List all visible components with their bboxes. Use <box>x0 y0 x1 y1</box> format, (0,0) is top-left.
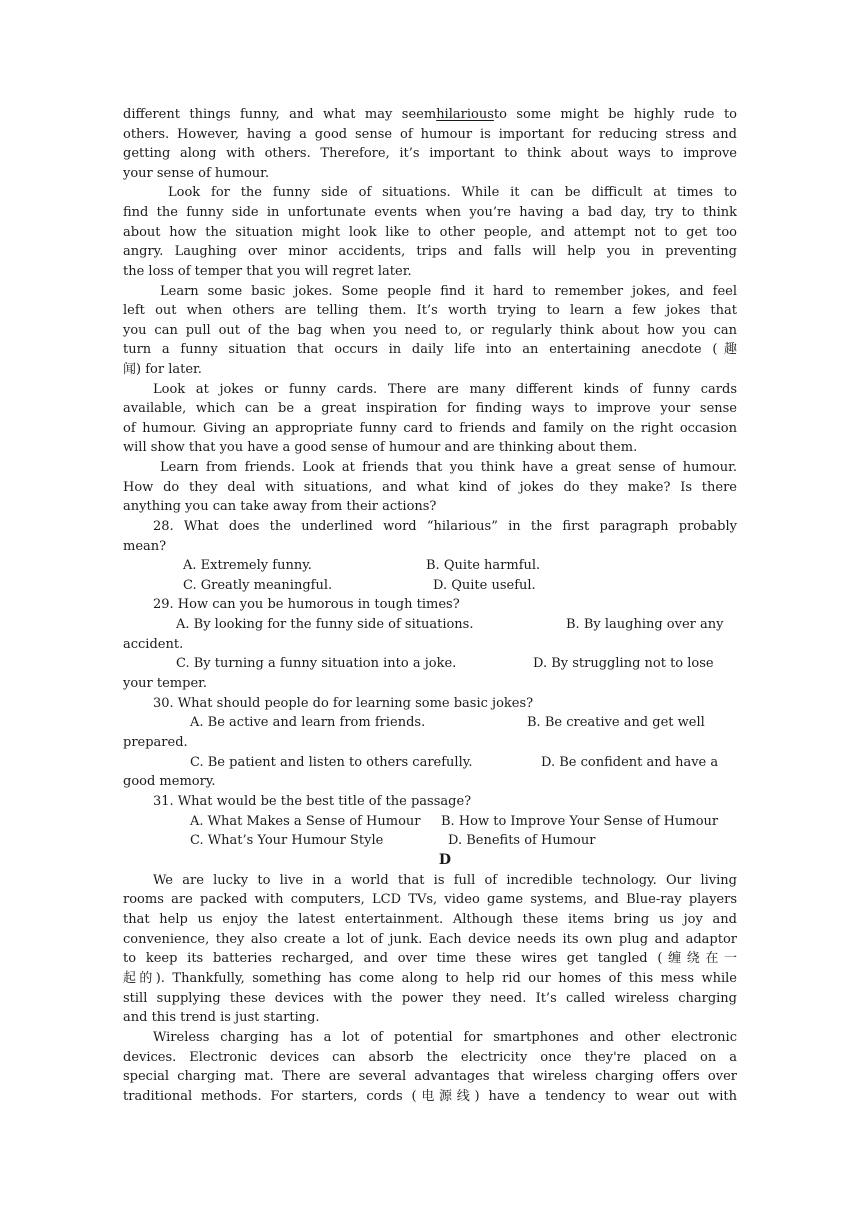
question-28-stem-cont: mean? <box>123 539 167 554</box>
question-28-stem: 28. What does the underlined word “hilarious” in the first paragraph probably <box>153 519 737 534</box>
q31-option-c: C. What’s Your Humour Style <box>190 833 384 848</box>
text-line: to keep its batteries recharged, and over time these wires get tangled (缠绕在一 <box>123 951 737 966</box>
q30-option-d: D. Be confident and have a <box>541 755 719 770</box>
text-line: rooms are packed with computers, LCD TVs, video game systems, and Blue-ray players <box>123 892 737 907</box>
text-line: find the funny side in unfortunate events when you’re having a bad day, try to think <box>123 205 737 220</box>
text-line: Look for the funny side of situations. While it can be difficult at times to <box>168 185 737 200</box>
text-line: you can pull out of the bag when you need to, or regularly think about how you can <box>123 323 737 338</box>
q30-option-a: A. Be active and learn from friends. <box>190 715 426 730</box>
q29-option-c: C. By turning a funny situation into a joke. <box>176 656 457 671</box>
question-29-stem: 29. How can you be humorous in tough times? <box>153 597 460 612</box>
text-line: Look at jokes or funny cards. There are many different kinds of funny cards <box>153 382 737 397</box>
text-line: will show that you have a good sense of humour and are thinking about them. <box>123 440 638 455</box>
q31-option-a: A. What Makes a Sense of Humour <box>190 814 421 829</box>
underlined-word: hilarious <box>436 107 494 122</box>
q29-option-d-cont: your temper. <box>123 676 208 691</box>
q29-option-d: D. By struggling not to lose <box>533 656 714 671</box>
question-30-stem: 30. What should people do for learning some basic jokes? <box>153 696 534 711</box>
q30-option-b: B. Be creative and get well <box>527 715 705 730</box>
text-line: turn a funny situation that occurs in daily life into an entertaining anecdote (趣 <box>123 342 737 357</box>
text-line: traditional methods. For starters, cords (电源线) have a tendency to wear out with <box>123 1089 737 1104</box>
q28-option-b: B. Quite harmful. <box>426 558 541 573</box>
text-line: and this trend is just starting. <box>123 1010 320 1025</box>
q30-option-b-cont: prepared. <box>123 735 188 750</box>
text-line: convenience, they also create a lot of junk. Each device needs its own plug and adaptor <box>123 932 737 947</box>
q29-option-a: A. By looking for the funny side of situations. <box>176 617 474 632</box>
section-d-heading: D <box>438 852 452 868</box>
text-line: 闻) for later. <box>123 362 202 377</box>
text-line: your sense of humour. <box>123 166 270 181</box>
text-line: We are lucky to live in a world that is full of incredible technology. Our living <box>153 873 737 888</box>
text-line: available, which can be a great inspiration for finding ways to improve your sense <box>123 401 737 416</box>
q28-option-c: C. Greatly meaningful. <box>183 578 333 593</box>
text-line: Wireless charging has a lot of potential for smartphones and other electronic <box>153 1030 737 1045</box>
text-line: about how the situation might look like to other people, and attempt not to get too <box>123 225 737 240</box>
text-line: left out when others are telling them. It’s worth trying to learn a few jokes that <box>123 303 737 318</box>
text-line: the loss of temper that you will regret later. <box>123 264 412 279</box>
q31-option-d: D. Benefits of Humour <box>448 833 596 848</box>
text-line: anything you can take away from their actions? <box>123 499 437 514</box>
q30-option-c: C. Be patient and listen to others carefully. <box>190 755 473 770</box>
text-line: getting along with others. Therefore, it’s important to think about ways to improve <box>123 146 737 161</box>
q29-option-b-cont: accident. <box>123 637 184 652</box>
text-line: How do they deal with situations, and what kind of jokes do they make? Is there <box>123 480 737 495</box>
text-line: special charging mat. There are several advantages that wireless charging offers over <box>123 1069 737 1084</box>
text-line: Learn some basic jokes. Some people find it hard to remember jokes, and feel <box>160 284 737 299</box>
text-line: different things funny, and what may seemhilariousto some might be highly rude to <box>123 107 737 122</box>
q31-option-b: B. How to Improve Your Sense of Humour <box>441 814 719 829</box>
text-line: 起的). Thankfully, something has come along to help rid our homes of this mess while <box>123 971 737 986</box>
text-line: angry. Laughing over minor accidents, trips and falls will help you in preventing <box>123 244 737 259</box>
text-line: devices. Electronic devices can absorb the electricity once they're placed on a <box>123 1050 737 1065</box>
q29-option-b: B. By laughing over any <box>566 617 724 632</box>
q28-option-a: A. Extremely funny. <box>183 558 312 573</box>
text-line: still supplying these devices with the power they need. It’s called wireless charging <box>123 991 737 1006</box>
text-line: of humour. Giving an appropriate funny card to friends and family on the right occasion <box>123 421 737 436</box>
text-line: Learn from friends. Look at friends that you think have a great sense of humour. <box>160 460 737 475</box>
q30-option-d-cont: good memory. <box>123 774 216 789</box>
q28-option-d: D. Quite useful. <box>433 578 536 593</box>
text-line: others. However, having a good sense of humour is important for reducing stress and <box>123 127 737 142</box>
text-line: that help us enjoy the latest entertainment. Although these items bring us joy and <box>123 912 737 927</box>
question-31-stem: 31. What would be the best title of the passage? <box>153 794 472 809</box>
